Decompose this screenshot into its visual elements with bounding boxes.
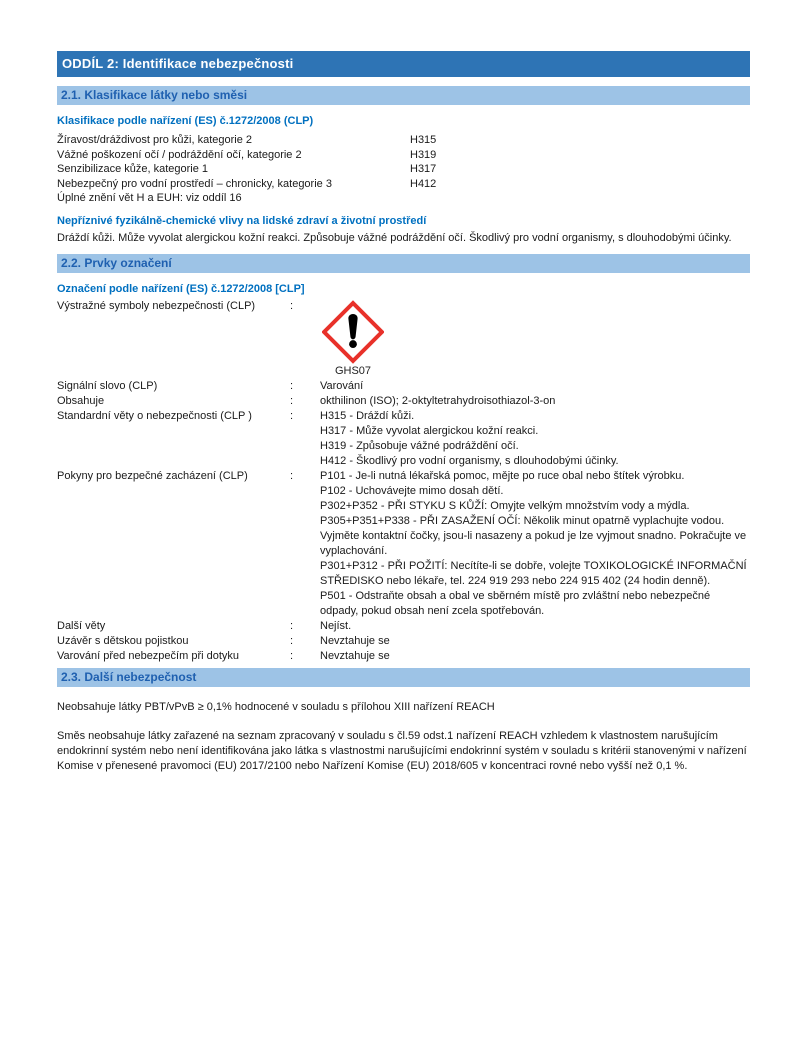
pictogram-row — [57, 299, 750, 379]
colon-separator: : — [290, 379, 294, 392]
field-value: Nevztahuje se — [320, 649, 390, 662]
hazard-class-name: Vážné poškození očí / podráždění očí, kategorie 2 — [57, 148, 302, 161]
other-sentences-row — [57, 619, 750, 634]
pbt-statement: Neobsahuje látky PBT/vPvB ≥ 0,1% hodnocené v souladu s přílohou XIII nařízení REACH — [57, 700, 495, 713]
classification-table — [57, 133, 750, 206]
field-value: okthilinon (ISO); 2-oktyltetrahydroisothiazol-3-on — [320, 394, 556, 407]
precautionary-statement: P302+P352 - PŘI STYKU S KŮŽÍ: Omyjte velkým množstvím vody a mýdla. — [320, 499, 690, 512]
section-2-3-header: 2.3. Další nebezpečnost — [57, 668, 750, 687]
pictogram-cell — [320, 299, 750, 379]
section-2-header: ODDÍL 2: Identifikace nebezpečnosti — [57, 51, 750, 77]
colon-separator: : — [290, 409, 294, 422]
labelling-table — [57, 299, 750, 664]
colon-separator: : — [290, 619, 294, 632]
hazard-code: H317 — [410, 163, 437, 175]
field-label: Obsahuje — [57, 394, 105, 407]
precautionary-statements-row — [57, 469, 750, 619]
field-label: Standardní věty o nebezpečnosti (CLP ) — [57, 409, 252, 422]
hazard-code: H319 — [410, 148, 437, 161]
hazard-statement: H315 - Dráždí kůži. — [320, 409, 415, 422]
adverse-effects-heading: Nepříznivé fyzikálně-chemické vlivy na lidské zdraví a životní prostředí — [57, 214, 427, 227]
hazard-statements-row — [57, 409, 750, 469]
precautionary-statement: P102 - Uchovávejte mimo dosah dětí. — [320, 484, 504, 497]
colon-separator: : — [290, 634, 294, 647]
hazard-code: H315 — [410, 134, 437, 146]
field-label: Varování před nebezpečím při dotyku — [57, 649, 240, 662]
precautionary-statement: P301+P312 - PŘI POŽITÍ: Necítíte-li se dobře, volejte TOXIKOLOGICKÉ INFORMAČNÍ STŘEDISKO nebo lékaře, tel. 224 919 293 nebo 224 915 402 (24 hodin denně). — [320, 559, 747, 587]
section-2-1-header: 2.1. Klasifikace látky nebo směsi — [57, 86, 750, 105]
precautionary-statements-list — [320, 469, 750, 619]
table-row — [57, 162, 750, 177]
full-text-note: Úplné znění vět H a EUH: viz oddíl 16 — [57, 192, 242, 204]
table-row — [57, 148, 750, 163]
sds-section-2-page — [57, 0, 750, 774]
field-label: Uzávěr s dětskou pojistkou — [57, 634, 189, 647]
contains-row — [57, 394, 750, 409]
table-row — [57, 133, 750, 148]
hazard-code: H412 — [410, 177, 437, 190]
tactile-warning-row — [57, 649, 750, 664]
precautionary-statement: P501 - Odstraňte obsah a obal ve sběrném místě pro zvláštní nebo nebezpečné odpady, pokud obsah není zcela spotřebován. — [320, 589, 711, 617]
colon-separator: : — [290, 469, 294, 482]
precautionary-statement: P305+P351+P338 - PŘI ZASAŽENÍ OČÍ: Několik minut opatrně vyplachujte vodou. Vyjměte kontaktní čočky, jsou-li nasazeny a pokud je lze vyjmout snadno. Pokračujte ve vyplachování. — [320, 514, 747, 557]
field-label: Výstražné symboly nebezpečnosti (CLP) — [57, 299, 256, 312]
table-row — [57, 177, 750, 192]
childproof-closure-row — [57, 634, 750, 649]
field-value: Varování — [320, 379, 364, 392]
section-2-2-header: 2.2. Prvky označení — [57, 254, 750, 273]
clp-classification-heading: Klasifikace podle nařízení (ES) č.1272/2008 (CLP) — [57, 115, 314, 127]
hazard-class-name: Žíravost/dráždivost pro kůži, kategorie 2 — [57, 134, 253, 146]
ghs07-pictogram-block — [320, 299, 386, 379]
hazard-statements-list — [320, 409, 750, 469]
colon-separator: : — [290, 394, 294, 407]
ghs07-exclamation-icon — [322, 300, 384, 364]
signal-word-row — [57, 379, 750, 394]
clp-labelling-heading: Označení podle nařízení (ES) č.1272/2008 [CLP] — [57, 282, 305, 295]
field-label: Pokyny pro bezpečné zacházení (CLP) — [57, 469, 248, 482]
hazard-class-name: Nebezpečný pro vodní prostředí – chronicky, kategorie 3 — [57, 177, 332, 190]
hazard-class-name: Senzibilizace kůže, kategorie 1 — [57, 163, 209, 175]
adverse-effects-text: Dráždí kůži. Může vyvolat alergickou kožní reakci. Způsobuje vážné podráždění očí. Škodlivý pro vodní organismy, s dlouhodobými účinky. — [57, 231, 732, 244]
colon-separator: : — [290, 649, 294, 662]
precautionary-statement: P101 - Je-li nutná lékařská pomoc, mějte po ruce obal nebo štítek výrobku. — [320, 469, 685, 482]
hazard-statement: H317 - Může vyvolat alergickou kožní reakci. — [320, 424, 539, 437]
ghs-code-label: GHS07 — [334, 364, 372, 377]
hazard-statement: H319 - Způsobuje vážné podráždění očí. — [320, 439, 519, 452]
colon-separator: : — [290, 299, 294, 312]
field-value: Nevztahuje se — [320, 634, 390, 647]
field-value: Nejíst. — [320, 619, 352, 632]
field-label: Signální slovo (CLP) — [57, 379, 158, 392]
field-label: Další věty — [57, 619, 106, 632]
hazard-statement: H412 - Škodlivý pro vodní organismy, s dlouhodobými účinky. — [320, 454, 619, 467]
endocrine-statement: Směs neobsahuje látky zařazené na seznam zpracovaný v souladu s čl.59 odst.1 nařízení REACH vzhledem k vlastnostem narušujícím endokrinní systém nebo není identifikována jako látka s vlastnostmi narušujícími endokrinní systém v souladu s kritérii stanovenými v nařízení Komise v přenesené pravomoci (EU) 2017/2100 nebo Nařízení Komise (EU) 2018/605 v koncentraci rovné nebo vyšší než 0,1 %. — [57, 729, 747, 772]
